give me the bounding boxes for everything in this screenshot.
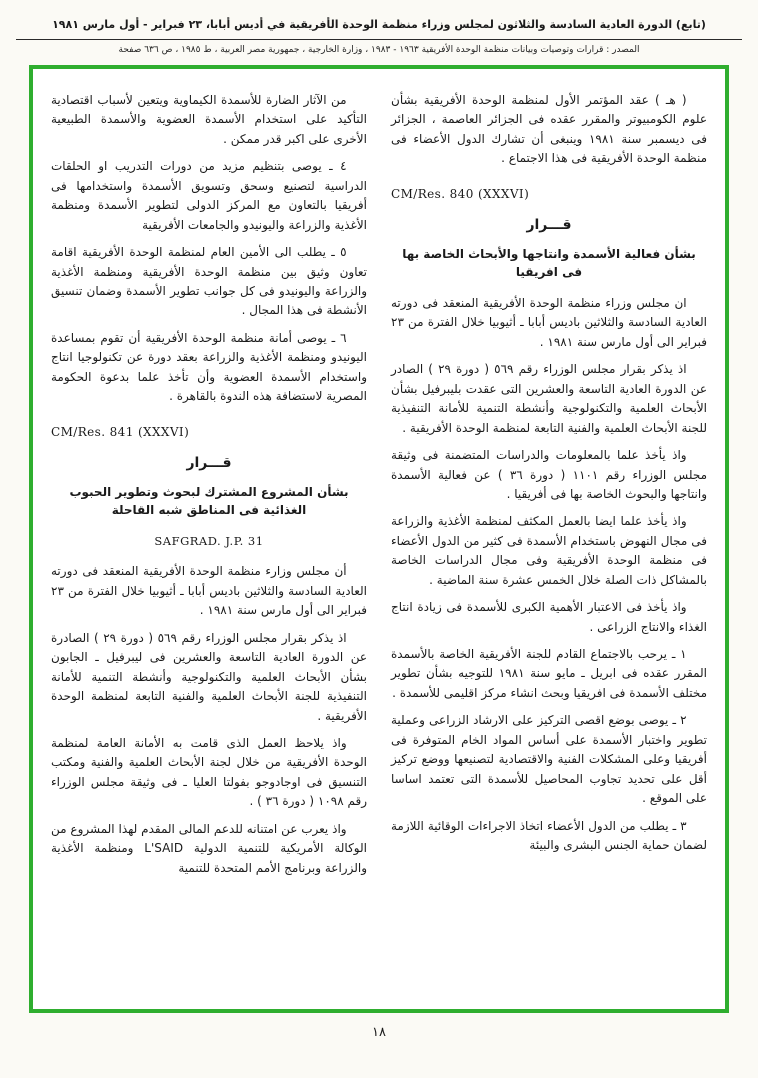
- resolution-subtitle: بشأن المشروع المشترك لبحوث وتطوير الحبوب الغذائية فى المناطق شبه القاحلة: [69, 484, 349, 518]
- paragraph: ( هـ ) عقد المؤتمر الأول لمنظمة الوحدة الأفريقية بشأن علوم الكومبيوتر والمقرر عقده فى الجزائر العاصمة ، الجزائر فى ديسمبر سنة ١٩٨١ وينبغى أن تشارك الدول الأعضاء فى منظمة الوحدة الأفريقية فى هذا الاجتماع .: [391, 93, 708, 166]
- paragraph: ١ ـ يرحب بالاجتماع القادم للجنة الأفريقية الخاصة بالأسمدة المقرر عقده فى ابريل ـ مايو سنة ١٩٨١ للتوجيه بشأن تطوير مختلف الأسمدة فى افريقيا وبحث انشاء مركز اقليمى للأسمدة .: [391, 647, 707, 700]
- paragraph: واذ يأخذ فى الاعتبار الأهمية الكبرى للأسمدة فى زيادة انتاج الغذاء والانتاج الزراعى .: [391, 600, 707, 634]
- two-column-layout: [51, 91, 707, 987]
- column-left: [51, 91, 367, 987]
- paragraph: واذ يلاحظ العمل الذى قامت به الأمانة العامة لمنظمة الوحدة الأفريقية من خلال لجنة الأبحاث العلمية والفنية ومكتب التنسيق فى اوجادوجو بفولتا العليا ـ فى وثيقة مجلس الوزراء رقم ١٠٩٨ ( دورة ٣٦ ) .: [51, 735, 367, 809]
- paragraph: ان مجلس وزراء منظمة الوحدة الأفريقية المنعقد فى دورته العادية السادسة والثلاثين باديس أبابا ـ أثيوبيا خلال الفترة من ٢٣ فبراير الى أول مارس سنة ١٩٨١ .: [391, 296, 707, 349]
- header-session-line: (تابع) الدورة العادية السادسة والثلاثون لمجلس وزراء منظمة الوحدة الأفريقية في أديس أبابا، ٢٣ فبراير - أول مارس ١٩٨١: [52, 18, 706, 31]
- document-header: [14, 12, 744, 55]
- page-number: ١٨: [372, 1025, 386, 1040]
- resolution-title: قـــرار: [186, 455, 232, 471]
- paragraph: واذ يأخذ علما بالمعلومات والدراسات المتضمنة فى وثيقة مجلس الوزراء رقم ١١٠١ ( دورة ٣٦ ) عن فعالية الأسمدة وانتاجها والبحوث الخاصة بها فى أفريقيا .: [391, 448, 707, 501]
- paragraph: ٢ ـ يوصى بوضع اقصى التركيز على الارشاد الزراعى وعملية تطوير واختبار الأسمدة على أساس المواد الخام المتوفرة فى أفريقيا وعلى المشكلات الفنية والاقتصادية لتصنيعها ووضع تركيز أقل على تحديد تجاوب المحاصيل للأسمدة التى تعتمد اساسا على الموقع .: [391, 713, 707, 806]
- resolution-subtitle: بشأن فعالية الأسمدة وانتاجها والأبحاث الخاصة بها فى افريقيا: [402, 246, 696, 280]
- paragraph: واذ يعرب عن امتنانه للدعم المالى المقدم لهذا المشروع من الوكالة الأمريكية للتنمية الدولية L'SAID ومنظمة الأغذية والزراعة وبرنامج الأمم المتحدة للتنمية: [51, 821, 367, 875]
- paragraph: ٦ ـ يوصى أمانة منظمة الوحدة الأفريقية أن تقوم بمساعدة اليونيدو ومنظمة الأغذية والزراعة بعقد دورة عن تكنولوجيا انتاج واستخدام الأسمدة العضوية وأن تأخذ علما بدعوة الحكومة المصرية لاستضافة هذه الندوة بالقاهرة .: [51, 330, 367, 404]
- paragraph: ٥ ـ يطلب الى الأمين العام لمنظمة الوحدة الأفريقية اقامة تعاون وثيق بين منظمة الوحدة الأفريقية ومنظمة الأغذية والزراعة واليونيدو فى كل جوانب تطوير الأسمدة وضمان تنسيق الأنشطة فى هذا المجال .: [51, 245, 367, 318]
- resolution-id-841: CM/Res. 841 (XXXVI): [51, 424, 190, 439]
- resolution-subtitle-latin: SAFGRAD. J.P. 31: [154, 533, 264, 548]
- paragraph: اذ يذكر بقرار مجلس الوزراء رقم ٥٦٩ ( دورة ٢٩ ) الصادر عن الدورة العادية التاسعة والعشرين التى عقدت بليبرفيل بشأن الأبحاث العلمية والتكنولوجية وأنشطة التنمية للأمانة التنفيذية للجنة الأبحاث العلمية والفنية التابعة لمنظمة الوحدة الأفريقية .: [391, 362, 707, 435]
- paragraph: أن مجلس وزارء منظمة الوحدة الأفريقية المنعقد فى دورته العادية السادسة والثلاثين باديس أبابا ـ أثيوبيا خلال الفترة من ٢٣ فبراير الى أول مارس سنة ١٩٨١ .: [51, 564, 367, 618]
- paragraph: ٤ ـ يوصى بتنظيم مزيد من دورات التدريب او الحلقات الدراسية لتصنيع وسحق وتسويق الأسمدة واستخدامها فى أفريقيا بالتعاون مع المركز الدولى لتطوير الأسمدة ومنظمة الأغذية والزراعة واليونيدو والجامعات الأفريقية: [51, 159, 367, 232]
- resolution-title: قـــرار: [526, 217, 572, 234]
- paragraph: من الآثار الضارة للأسمدة الكيماوية ويتعين لأسباب اقتصادية التأكيد على استخدام الأسمدة العضوية والأسمدة الطبيعية الأخرى على اكبر قدر ممكن .: [51, 93, 367, 146]
- paragraph: ٣ ـ يطلب من الدول الأعضاء اتخاذ الاجراءات الوقائية اللازمة لضمان حماية الجنس البشرى والبيئة: [391, 818, 707, 852]
- content-frame: [29, 65, 729, 1013]
- paragraph: اذ يذكر بقرار مجلس الوزراء رقم ٥٦٩ ( دورة ٢٩ ) الصادرة عن الدورة العادية التاسعة والعشرين فى ليبرفيل ـ الجابون بشأن الأبحاث العلمية والتكنولوجية وأنشطة التنمية للأمانة التنفيذية للجنة الأبحاث العلمية والفنية التابعة لمنظمة الوحدة الأفريقية .: [51, 630, 367, 723]
- paragraph: واذ يأخذ علما ايضا بالعمل المكثف لمنظمة الأغذية والزراعة فى مجال النهوض باستخدام الأسمدة فى كثير من الدول الأعضاء فى منظمة الوحدة الأفريقية وفى مجال الدراسات الخاصة بالمشاكل ذات الصلة خلال الخمس عشرة سنة الماضية .: [391, 514, 707, 587]
- column-right: [391, 91, 707, 987]
- header-source-line: المصدر : قرارات وتوصيات وبيانات منظمة الوحدة الأفريقية ١٩٦٣ - ١٩٨٣ ، وزارة الخارجية ، جمهورية مصر العربية ، ط ١٩٨٥ ، ص ٦٣٦ صفحة: [118, 45, 640, 55]
- resolution-id-840: CM/Res. 840 (XXXVI): [391, 186, 530, 201]
